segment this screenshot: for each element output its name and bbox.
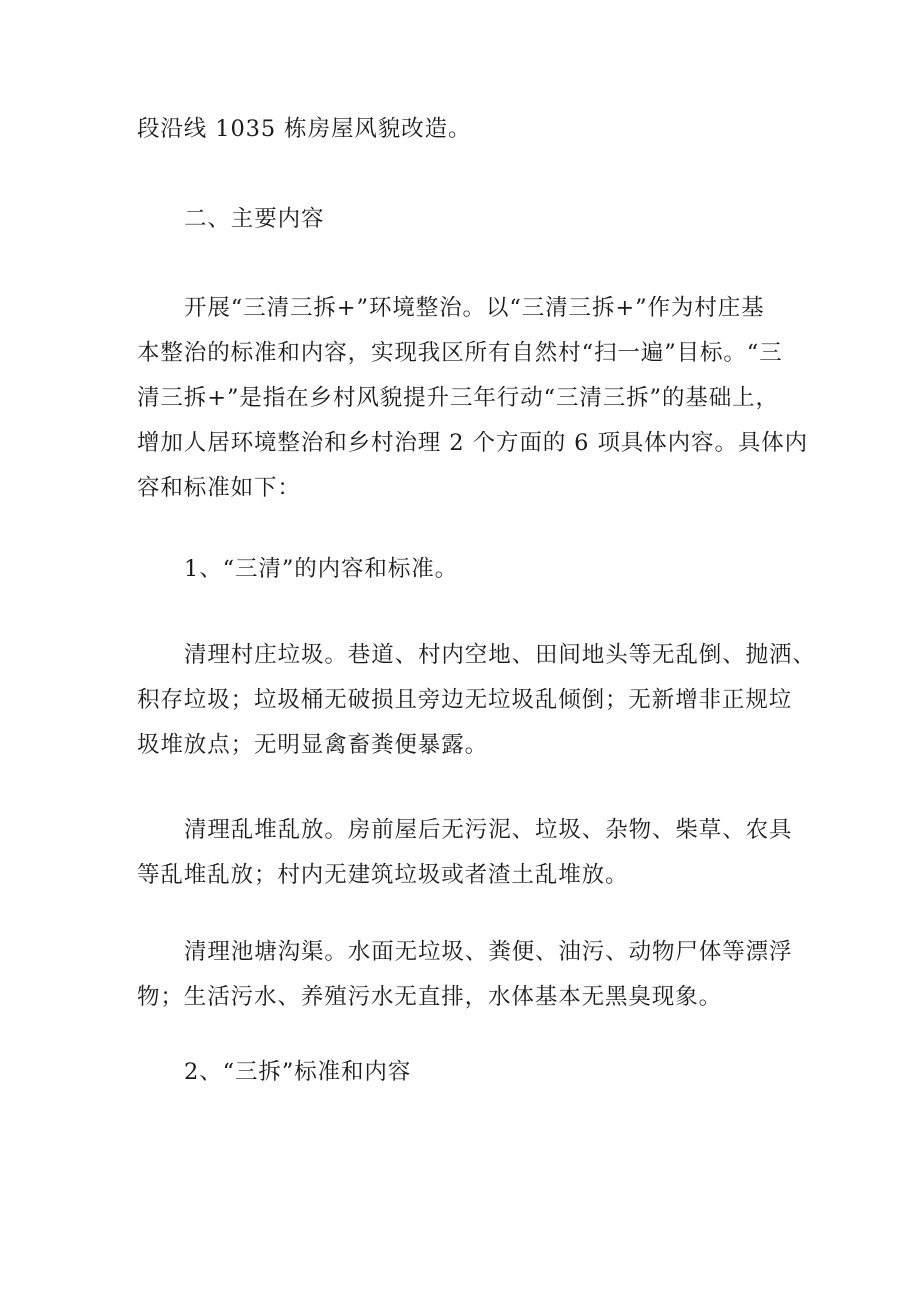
text-line: 圾堆放点；无明显禽畜粪便暴露。 xyxy=(137,732,489,758)
paragraph-piles xyxy=(137,808,793,898)
subsection-heading xyxy=(137,1050,785,1095)
text-line: 本整治的标准和内容，实现我区所有自然村“扫一遍”目标。“三 xyxy=(137,340,783,366)
text-line: 等乱堆乱放；村内无建筑垃圾或者渣土乱堆放。 xyxy=(137,862,629,888)
text-line: 清理乱堆乱放。房前屋后无污泥、垃圾、杂物、柴草、农具 xyxy=(184,817,793,843)
text-line: 1、“三清”的内容和标准。 xyxy=(184,556,459,582)
text-line: 开展“三清三拆+”环境整治。以“三清三拆+”作为村庄基 xyxy=(184,295,765,321)
subsection-heading xyxy=(137,547,785,592)
text-line: 段沿线 1035 栋房屋风貌改造。 xyxy=(137,116,472,142)
text-line: 容和标准如下： xyxy=(137,475,301,501)
text-line: 清理村庄垃圾。巷道、村内空地、田间地头等无乱倒、抛洒、 xyxy=(184,642,816,668)
text-line: 物；生活污水、养殖污水无直排，水体基本无黑臭现象。 xyxy=(137,984,723,1010)
text-line: 清理池塘沟渠。水面无垃圾、粪便、油污、动物尸体等漂浮 xyxy=(184,939,793,965)
section-heading xyxy=(137,197,785,242)
text-line: 2、“三拆”标准和内容 xyxy=(184,1059,412,1085)
paragraph-ponds xyxy=(137,930,793,1020)
paragraph-intro xyxy=(137,286,809,511)
text-line: 二、主要内容 xyxy=(184,206,325,232)
text-line: 积存垃圾；垃圾桶无破损且旁边无垃圾乱倾倒；无新增非正规垃 xyxy=(137,687,793,713)
text-line: 清三拆+”是指在乡村风貌提升三年行动“三清三拆”的基础上， xyxy=(137,385,779,411)
text-line: 增加人居环境整治和乡村治理 2 个方面的 6 项具体内容。具体内 xyxy=(137,430,809,456)
paragraph-garbage xyxy=(137,633,816,768)
paragraph-continuation xyxy=(137,107,785,152)
